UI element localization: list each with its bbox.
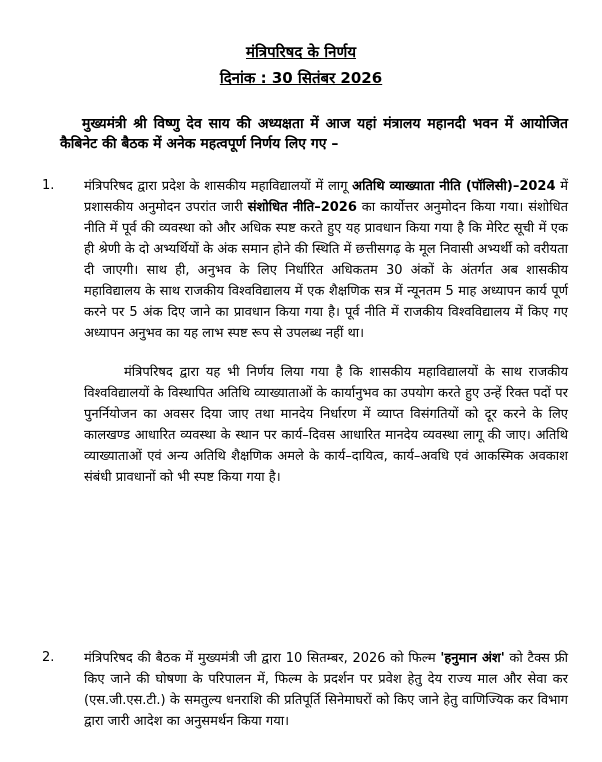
document-date: दिनांक : 30 सितंबर 2026 (219, 69, 383, 87)
text-segment: मंत्रिपरिषद की बैठक में मुख्यमंत्री जी द्वारा 10 सितम्बर, 2026 को फिल्म (84, 651, 441, 666)
item-number: 1. (42, 178, 55, 193)
document-title: मंत्रिपरिषद के निर्णय (245, 43, 357, 61)
text-segment: मंत्रिपरिषद द्वारा प्रदेश के शासकीय महाविद्यालयों में लागू (84, 179, 353, 194)
text-segment: में प्रशासकीय अनुमोदन उपरांत जारी (84, 179, 568, 215)
item-body (84, 648, 568, 732)
item-number: 2. (42, 650, 55, 665)
text-segment: को टैक्स फ्री किए जाने की घोषणा के परिपालन में, फिल्म के प्रदर्शन पर प्रवेश हेतु देय राज्य माल और सेवा कर (एस.जी.एस.टी.) के समतुल्य धनराशि की प्रतिपूर्ति सिनेमाघरों को किए जाने हेतु वाणिज्यिक कर विभाग द्वारा जारी आदेश का अनुसमर्थन किया गया। (84, 651, 568, 729)
item-body (84, 176, 568, 488)
text-segment: का कार्योत्तर अनुमोदन किया गया। संशोधित नीति में पूर्व की व्यवस्था को और अधिक स्पष्ट करते हुए यह प्रावधान किया गया है कि मेरिट सूची में एक ही श्रेणी के दो अभ्यर्थियों के अंक समान होने की स्थिति में छत्तीसगढ़ के मूल निवासी अभ्यर्थी को वरीयता दी जाएगी। साथ ही, अनुभव के लिए निर्धारित अधिकतम 30 अंकों के अंतर्गत अब शासकीय महाविद्यालय के साथ राजकीय विश्वविद्यालय में एक शैक्षणिक सत्र में न्यूनतम 5 माह अध्यापन कार्य पूर्ण करने पर 5 अंक दिए जाने का प्रावधान किया गया है। पूर्व नीति में राजकीय विश्वविद्यालय में किए गए अध्यापन अनुभव का यह लाभ स्पष्ट रूप से उपलब्ध नहीं था। (84, 200, 568, 341)
policy-name-bold: अतिथि व्याख्याता नीति (पॉलिसी)–2024 (352, 179, 556, 194)
decision-item-1 (42, 176, 572, 506)
item-paragraph-1 (84, 648, 568, 732)
intro-text: मुख्यमंत्री श्री विष्णु देव साय की अध्यक्षता में आज यहां मंत्रालय महानदी भवन में आयोजित कैबिनेट की बैठक में अनेक महत्वपूर्ण निर्णय लिए गए – (60, 116, 568, 152)
intro-paragraph (60, 114, 568, 154)
film-name-bold: 'हनुमान अंश' (440, 651, 505, 666)
item-paragraph-2: मंत्रिपरिषद द्वारा यह भी निर्णय लिया गया है कि शासकीय महाविद्यालयों के साथ राजकीय विश्वविद्यालयों के विस्थापित अतिथि व्याख्याताओं के कार्यानुभव का उपयोग करते हुए उन्हें रिक्त पदों पर पुनर्नियोजन का अवसर दिया जाए तथा मानदेय निर्धारण में व्याप्त विसंगतियों को दूर करने के लिए कालखण्ड आधारित व्यवस्था के स्थान पर कार्य–दिवस आधारित मानदेय व्यवस्था लागू की जाए। अतिथि व्याख्याताओं एवं अन्य अतिथि शैक्षणिक अमले के कार्य–दायित्व, कार्य–अवधि एवं आकस्मिक अवकाश संबंधी प्रावधानों को भी स्पष्ट किया गया है। (84, 365, 568, 485)
decision-item-2 (42, 648, 572, 750)
item-paragraph-1 (84, 176, 568, 344)
revised-policy-bold: संशोधित नीति–2026 (247, 200, 357, 215)
